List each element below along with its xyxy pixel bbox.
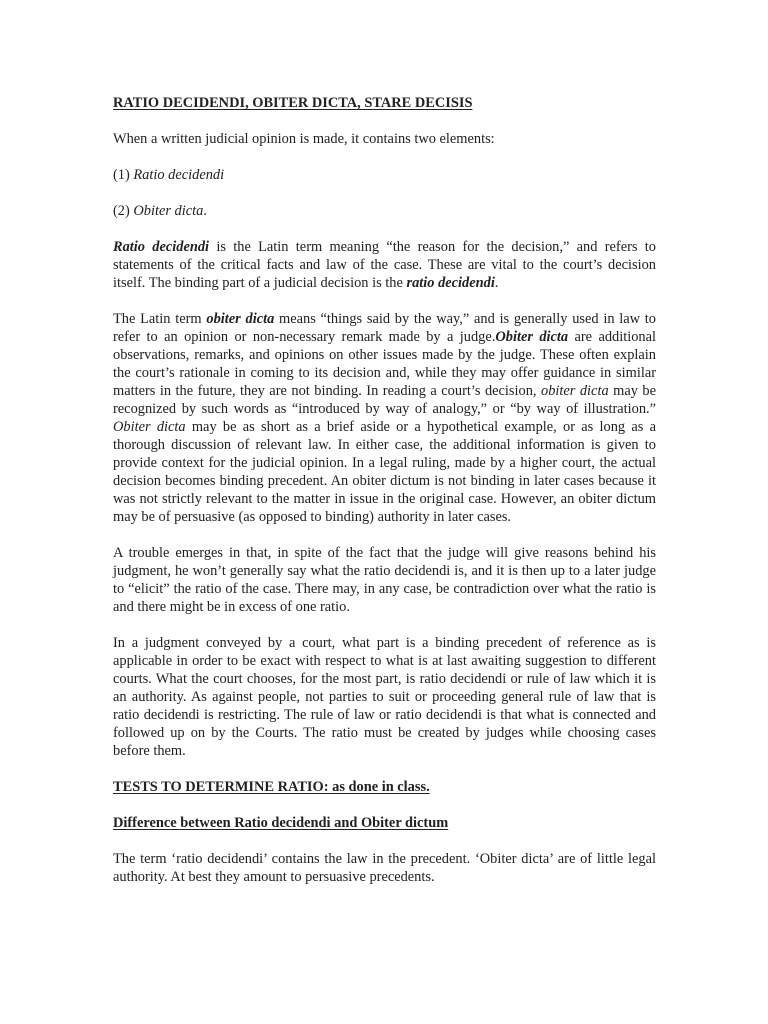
tests-heading: TESTS TO DETERMINE RATIO: as done in class. xyxy=(113,779,430,795)
ratio-paragraph: Ratio decidendi is the Latin term meaning “the reason for the decision,” and refers to statements of the critical facts and law of the case. These are vital to the court’s decision itself. The binding part of a judicial decision is the ratio decidendi. xyxy=(113,239,656,291)
element-2: (2) Obiter dicta. xyxy=(113,203,207,219)
intro-paragraph: When a written judicial opinion is made, it contains two elements: xyxy=(113,131,495,147)
difference-paragraph: The term ‘ratio decidendi’ contains the law in the precedent. ‘Obiter dicta’ are of little legal authority. At best they amount to persuasive precedents. xyxy=(113,851,656,885)
document-body xyxy=(113,94,656,904)
judgment-paragraph: In a judgment conveyed by a court, what part is a binding precedent of reference as is applicable in order to be exact with respect to what is at last awaiting suggestion to different courts. What the court chooses, for the most part, is ratio decidendi or rule of law which it is an authority. As against people, not parties to suit or proceeding general rule of law that is ratio decidendi is restricting. The rule of law or ratio decidendi is that what is connected and followed up on by the Courts. The ratio must be created by judges while choosing cases before them. xyxy=(113,635,656,759)
trouble-paragraph: A trouble emerges in that, in spite of the fact that the judge will give reasons behind his judgment, he won’t generally say what the ratio decidendi is, and it is then up to a later judge to “elicit” the ratio of the case. There may, in any case, be contradiction over what the ratio is and there might be in excess of one ratio. xyxy=(113,545,656,615)
element-1: (1) Ratio decidendi xyxy=(113,167,225,183)
document-title: RATIO DECIDENDI, OBITER DICTA, STARE DECISIS xyxy=(113,95,473,111)
difference-heading: Difference between Ratio decidendi and Obiter dictum xyxy=(113,815,449,831)
obiter-paragraph: The Latin term obiter dicta means “things said by the way,” and is generally used in law to refer to an opinion or non-necessary remark made by a judge.Obiter dicta are additional observations, remarks, and opinions on other issues made by the judge. These often explain the court’s rationale in coming to its decision and, while they may offer guidance in similar matters in the future, they are not binding. In reading a court’s decision, obiter dicta may be recognized by such words as “introduced by way of analogy,” or “by way of illustration.” Obiter dicta may be as short as a brief aside or a hypothetical example, or as long as a thorough discussion of relevant law. In either case, the additional information is given to provide context for the judicial opinion. In a legal ruling, made by a higher court, the actual decision becomes binding precedent. An obiter dictum is not binding in later cases because it was not strictly relevant to the matter in issue in the original case. However, an obiter dictum may be of persuasive (as opposed to binding) authority in later cases. xyxy=(113,311,657,525)
